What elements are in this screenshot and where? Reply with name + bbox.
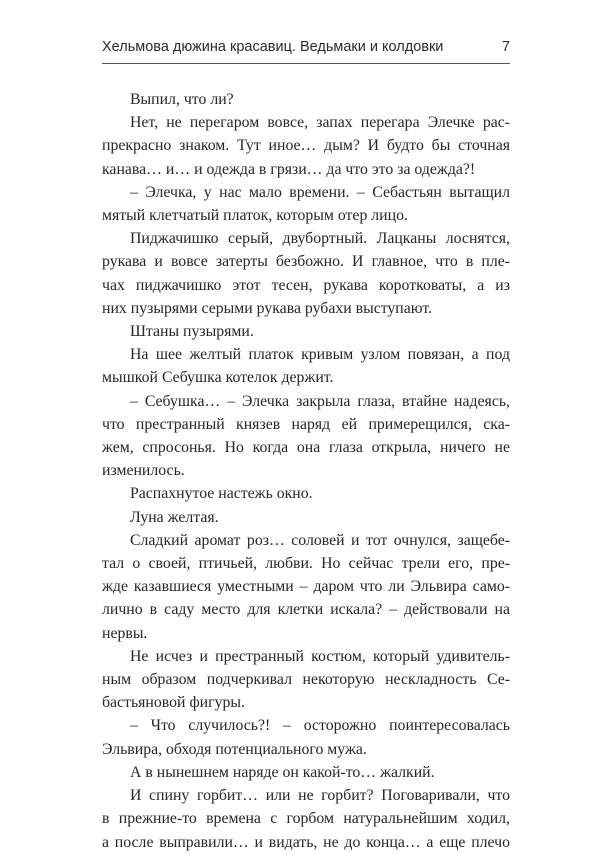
text-line: них пузырями серыми рукава рубахи выступают.: [102, 299, 433, 317]
paragraph: [102, 714, 510, 760]
text-line: Нет, не перегаром вовсе, запах перегара Элечке рас-: [130, 114, 510, 132]
paragraph: [102, 761, 510, 784]
text-line: мышкой Себушка котелок держит.: [102, 369, 334, 387]
text-line: прекрасно знаком. Тут иное… дым? И будто бы сточная: [102, 137, 510, 155]
text-line: нервы.: [102, 624, 148, 642]
text-line: канава… и… и одежда в грязи… да что это за одежда?!: [102, 160, 476, 178]
paragraph: [102, 784, 510, 854]
text-line: лично в саду место для клетки искала? – действовали на: [102, 601, 510, 619]
text-line: – Что случилось?! – осторожно поинтересовалась: [130, 717, 510, 735]
text-line: На шее желтый платок кривым узлом повязан, а под: [130, 346, 510, 364]
text-line: что престранный князев наряд ей примерещился, ска-: [102, 415, 510, 433]
running-head: [102, 39, 510, 65]
text-line: Выпил, что ли?: [130, 91, 234, 108]
paragraph: [102, 111, 510, 181]
paragraph: [102, 227, 510, 320]
text-line: тал о своей, птичьей, любви. Но сейчас трели его, пре-: [102, 555, 510, 573]
text-line: чах пиджачишко этот тесен, рукава коротковаты, а из: [102, 276, 510, 294]
running-title: Хельмова дюжина красавиц. Ведьмаки и колдовки: [102, 39, 444, 55]
text-line: в прежние-то времена с горбом натуральнейшим ходил,: [102, 810, 510, 828]
text-line: а после выправили… и видать, не до конца… а еще плечо: [102, 833, 510, 851]
text-line: Сладкий аромат роз… соловей и тот очнулся, защебе-: [130, 531, 510, 549]
text-line: мятый клетчатый платок, которым отер лицо.: [102, 207, 408, 225]
text-line: ным образом подчеркивал некоторую нескладность Се-: [102, 671, 510, 689]
text-line: Распахнутое настежь окно.: [130, 485, 313, 503]
text-line: изменилось.: [102, 462, 185, 480]
paragraph: [102, 343, 510, 389]
text-line: Штаны пузырями.: [130, 323, 254, 341]
paragraph: [102, 506, 510, 529]
page-number: 7: [501, 39, 510, 55]
paragraph: [102, 645, 510, 715]
header-rule: [102, 63, 510, 64]
text-line: Не исчез и престранный костюм, который удивитель-: [130, 647, 510, 665]
text-line: – Себушка… – Элечка закрыла глаза, втайне надеясь,: [130, 392, 510, 410]
text-line: И спину горбит… или не горбит? Поговаривали, что: [130, 787, 510, 805]
paragraph: [102, 88, 510, 111]
paragraph: [102, 181, 510, 227]
text-line: – Элечка, у нас мало времени. – Себастьян вытащил: [130, 183, 510, 201]
text-line: жем, спросонья. Но когда она глаза открыла, ничего не: [102, 439, 510, 457]
text-line: Луна желтая.: [130, 508, 219, 526]
text-line: рукава и вовсе затерты безбожно. И главное, что в пле-: [102, 253, 510, 271]
paragraph: [102, 390, 510, 483]
text-line: Пиджачишко серый, двубортный. Лацканы лоснятся,: [130, 230, 510, 248]
paragraph: [102, 320, 510, 343]
text-line: жде казавшиеся уместными – даром что ли Эльвира само-: [102, 578, 510, 596]
body-text: [102, 88, 510, 854]
text-line: бастьяновой фигуры.: [102, 694, 245, 712]
text-line: А в нынешнем наряде он какой-то… жалкий.: [130, 763, 435, 781]
paragraph: [102, 529, 510, 645]
paragraph: [102, 482, 510, 505]
text-line: Эльвира, обходя потенциального мужа.: [102, 740, 367, 758]
